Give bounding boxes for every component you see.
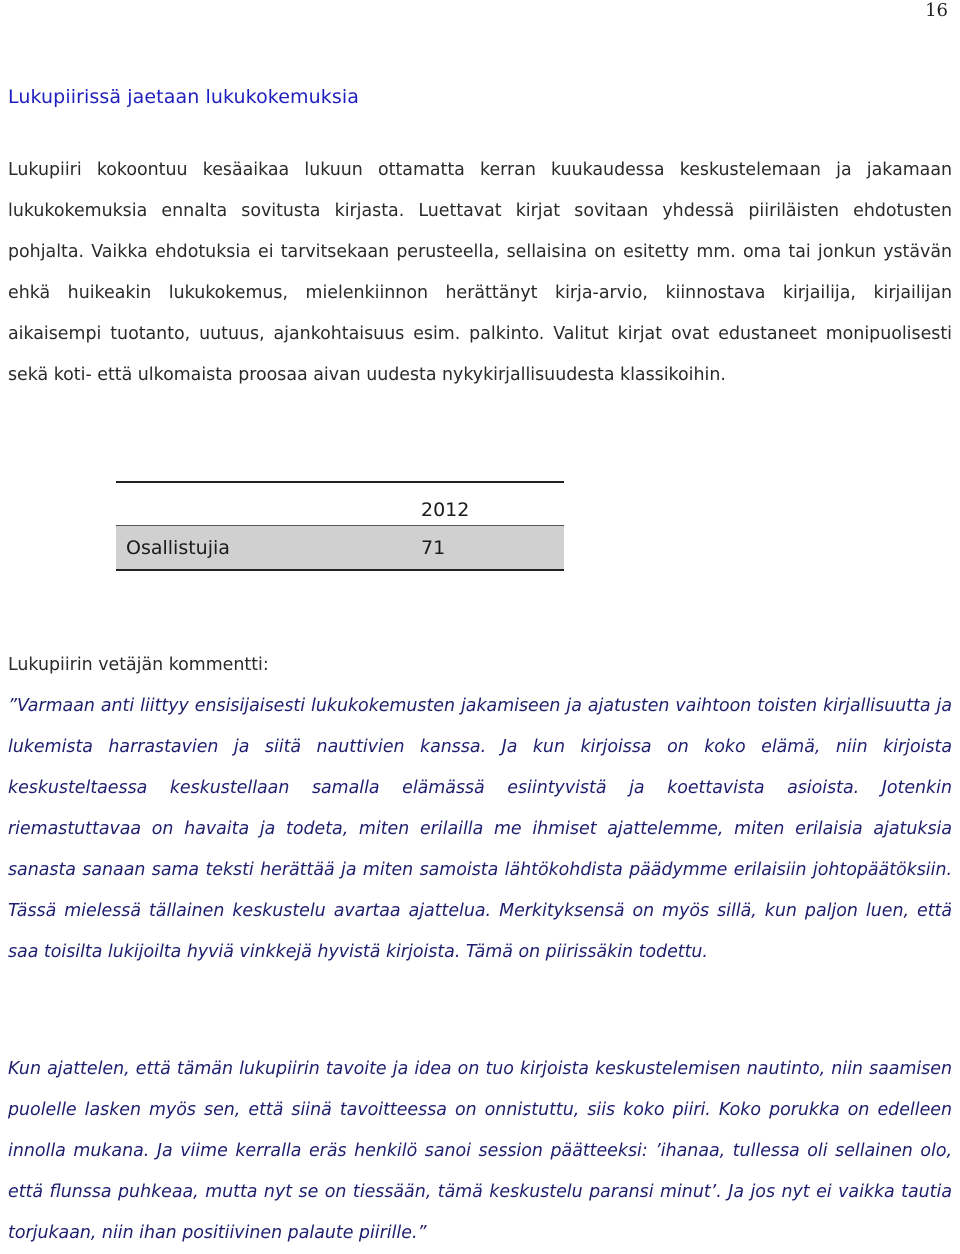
participants-table bbox=[116, 481, 564, 571]
comment-paragraph-1: ”Varmaan anti liittyy ensisijaisesti lukukokemusten jakamiseen ja ajatusten vaihtoon toisten kirjallisuutta ja lukemista harrastavien ja siitä nauttivien kanssa. Ja kun kirjoissa on koko elämä, niin kirjoista keskusteltaessa keskustellaan samalla elämässä esiintyvistä ja koettavista asioista. Jotenkin riemastuttavaa on havaita ja todeta, miten erilailla me ihmiset ajattelemme, miten erilaisia ajatuksia sanasta sanaan sama teksti herättää ja miten samoista lähtökohdista päädymme erilaisiin johtopäätöksiin. Tässä mielessä tällainen keskustelu avartaa ajattelua. Merkityksensä on myös sillä, kun paljon luen, että saa toisilta lukijoilta hyviä vinkkejä hyvistä kirjoista. Tämä on piirissäkin todettu. bbox=[8, 696, 952, 962]
participants-label: Osallistujia bbox=[116, 526, 421, 571]
table-header-label bbox=[116, 482, 421, 526]
table-header-year: 2012 bbox=[421, 499, 470, 521]
table-header-row bbox=[116, 482, 564, 526]
page-number: 16 bbox=[925, 0, 948, 21]
section-heading: Lukupiirissä jaetaan lukukokemuksia bbox=[8, 86, 359, 108]
participants-value: 71 bbox=[421, 526, 564, 571]
table-row bbox=[116, 526, 564, 571]
comment-paragraph-2: Kun ajattelen, että tämän lukupiirin tavoite ja idea on tuo kirjoista keskustelemisen nautinto, niin saamisen puolelle lasken myös sen, että siinä tavoitteessa on onnistuttu, siis koko piiri. Koko porukka on edelleen innolla mukana. Ja viime kerralla eräs henkilö sanoi session päätteeksi: ’ihanaa, tullessa oli sellainen olo, että flunssa puhkeaa, mutta nyt se on tiessään, tämä keskustelu paransi minut’. Ja jos nyt ei vaikka tautia torjukaan, niin ihan positiivinen palaute piirille.” bbox=[8, 1059, 952, 1243]
intro-paragraph: Lukupiiri kokoontuu kesäaikaa lukuun ottamatta kerran kuukaudessa keskustelemaan ja jakamaan lukukokemuksia ennalta sovitusta kirjasta. Luettavat kirjat sovitaan yhdessä piiriläisten ehdotusten pohjalta. Vaikka ehdotuksia ei tarvitsekaan perusteella, sellaisina on esitetty mm. oma tai jonkun ystävän ehkä huikeakin lukukokemus, mielenkiinnon herättänyt kirja-arvio, kiinnostava kirjailija, kirjailijan aikaisempi tuotanto, uutuus, ajankohtaisuus esim. palkinto. Valitut kirjat ovat edustaneet monipuolisesti sekä koti- että ulkomaista proosaa aivan uudesta nykykirjallisuudesta klassikoihin. bbox=[8, 160, 952, 385]
comment-label: Lukupiirin vetäjän kommentti: bbox=[8, 655, 269, 675]
